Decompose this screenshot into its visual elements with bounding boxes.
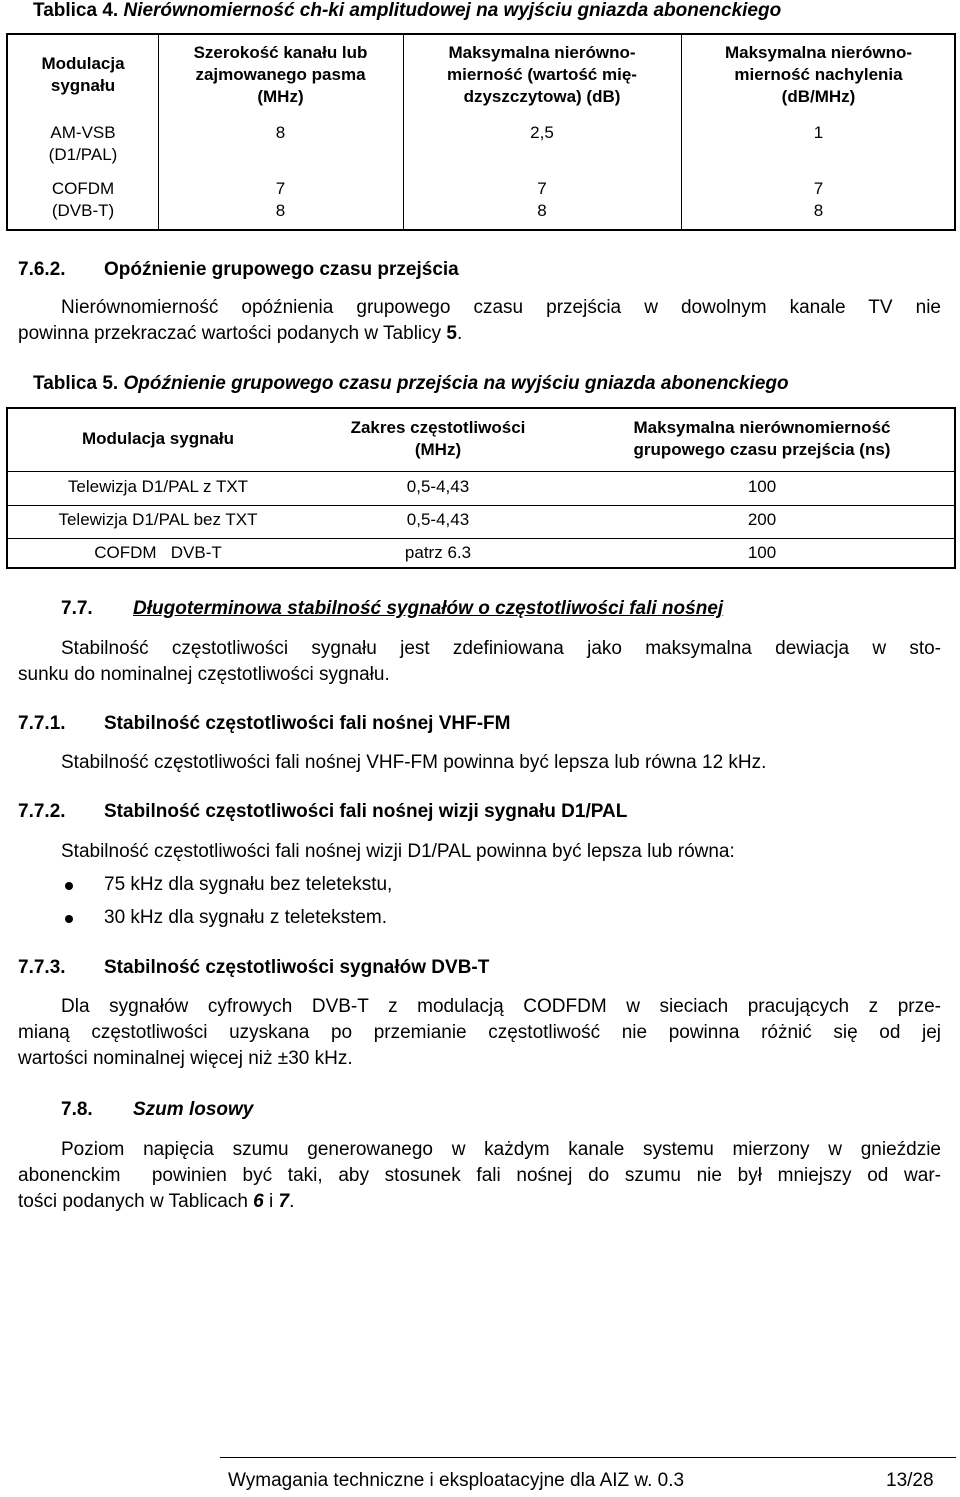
table4-caption-prefix: Tablica 4.	[33, 0, 119, 21]
section-number: 7.7.2.	[18, 801, 66, 822]
table-row: COFDM DVB-T	[94, 543, 222, 562]
table5-r2-max: 200	[747, 510, 777, 529]
table4-r1-width: 8	[275, 123, 286, 142]
table-row: AM-VSB (D1/PAL)	[48, 123, 118, 164]
paragraph-line: Poziom napięcia szumu generowanego w każdym kanale systemu mierzony w gnieździe	[61, 1139, 941, 1160]
table4-r2-maxval: 7 8	[537, 179, 547, 220]
section-title: Długoterminowa stabilność sygnałów o częstotliwości fali nośnej	[133, 598, 724, 619]
table4-r2-slope: 7 8	[813, 179, 824, 220]
paragraph-line: Stabilność częstotliwości fali nośnej wizji D1/PAL powinna być lepsza lub równa:	[61, 841, 735, 862]
list-item: 75 kHz dla sygnału bez teletekstu,	[104, 874, 393, 895]
section-title: Opóźnienie grupowego czasu przejścia	[104, 259, 459, 280]
table4-r1-maxval: 2,5	[530, 123, 554, 142]
section-number: 7.7.	[61, 598, 93, 619]
footer-divider	[220, 1457, 956, 1458]
footer-title: Wymagania techniczne i eksploatacyjne dla AIZ w. 0.3	[228, 1470, 685, 1491]
table5-header-max: Maksymalna nierównomierność grupowego czasu przejścia (ns)	[633, 418, 891, 459]
table-row: Telewizja D1/PAL bez TXT	[58, 510, 258, 529]
section-number: 7.7.1.	[18, 713, 66, 734]
paragraph-line: wartości nominalnej więcej niż ±30 kHz.	[18, 1048, 353, 1069]
paragraph-line: tości podanych w Tablicach 6 i 7.	[18, 1191, 295, 1212]
paragraph-line: powinna przekraczać wartości podanych w Tablicy 5.	[18, 323, 463, 344]
table5-r3-range: patrz 6.3	[404, 543, 472, 562]
table5-header-modulation: Modulacja sygnału	[81, 429, 235, 448]
table5	[6, 407, 956, 569]
section-title: Stabilność częstotliwości fali nośnej VHF-FM	[104, 713, 511, 734]
paragraph-line: sunku do nominalnej częstotliwości sygnału.	[18, 664, 390, 685]
section-number: 7.8.	[61, 1099, 93, 1120]
table4-header-max-value: Maksymalna nierówno- mierność (wartość mię- dzyszczytowa) (dB)	[447, 43, 637, 106]
table4-caption-text: Nierównomierność ch-ki amplitudowej na wyjściu gniazda abonenckiego	[123, 0, 782, 21]
section-title: Stabilność częstotliwości sygnałów DVB-T	[104, 957, 490, 978]
section-title: Stabilność częstotliwości fali nośnej wizji sygnału D1/PAL	[104, 801, 628, 822]
bullet-icon	[65, 915, 73, 923]
table5-r1-range: 0,5-4,43	[406, 477, 470, 496]
table5-caption-text: Opóźnienie grupowego czasu przejścia na wyjściu gniazda abonenckiego	[123, 373, 789, 394]
paragraph-line: mianą częstotliwości uzyskana po przemianie częstotliwość nie powinna różnić się od jej	[18, 1022, 941, 1043]
paragraph-line: Dla sygnałów cyfrowych DVB-T z modulacją CODFDM w sieciach pracujących z prze-	[61, 996, 941, 1017]
table5-caption	[33, 373, 789, 395]
bullet-icon	[65, 882, 73, 890]
table4	[6, 33, 956, 231]
table4-r2-width: 7 8	[275, 179, 286, 220]
table5-r1-max: 100	[747, 477, 777, 496]
list-item: 30 kHz dla sygnału z teletekstem.	[104, 907, 388, 928]
table5-header-range: Zakres częstotliwości (MHz)	[350, 418, 526, 459]
table4-header-slope: Maksymalna nierówno- mierność nachylenia (dB/MHz)	[724, 43, 913, 106]
table5-caption-prefix: Tablica 5.	[33, 373, 119, 394]
section-number: 7.7.3.	[18, 957, 66, 978]
paragraph-line: Stabilność częstotliwości sygnału jest zdefiniowana jako maksymalna dewiacja w sto-	[61, 638, 941, 659]
table4-header-modulation: Modulacja sygnału	[41, 54, 125, 95]
table5-r2-range: 0,5-4,43	[406, 510, 470, 529]
paragraph-line: abonenckim powinien być taki, aby stosunek fali nośnej do szumu nie był mniejszy od war-	[18, 1165, 941, 1186]
table-row: COFDM (DVB-T)	[51, 179, 115, 220]
paragraph-line: Stabilność częstotliwości fali nośnej VHF-FM powinna być lepsza lub równa 12 kHz.	[61, 752, 767, 773]
page-number: 13/28	[886, 1470, 934, 1491]
table4-r1-slope: 1	[813, 123, 824, 142]
table4-caption	[33, 0, 781, 22]
table-row: Telewizja D1/PAL z TXT	[67, 477, 249, 496]
paragraph-line: Nierównomierność opóźnienia grupowego czasu przejścia w dowolnym kanale TV nie	[61, 297, 941, 318]
section-title: Szum losowy	[133, 1099, 254, 1120]
section-number: 7.6.2.	[18, 259, 66, 280]
table5-r3-max: 100	[747, 543, 777, 562]
table4-header-width: Szerokość kanału lub zajmowanego pasma (MHz)	[193, 43, 368, 106]
